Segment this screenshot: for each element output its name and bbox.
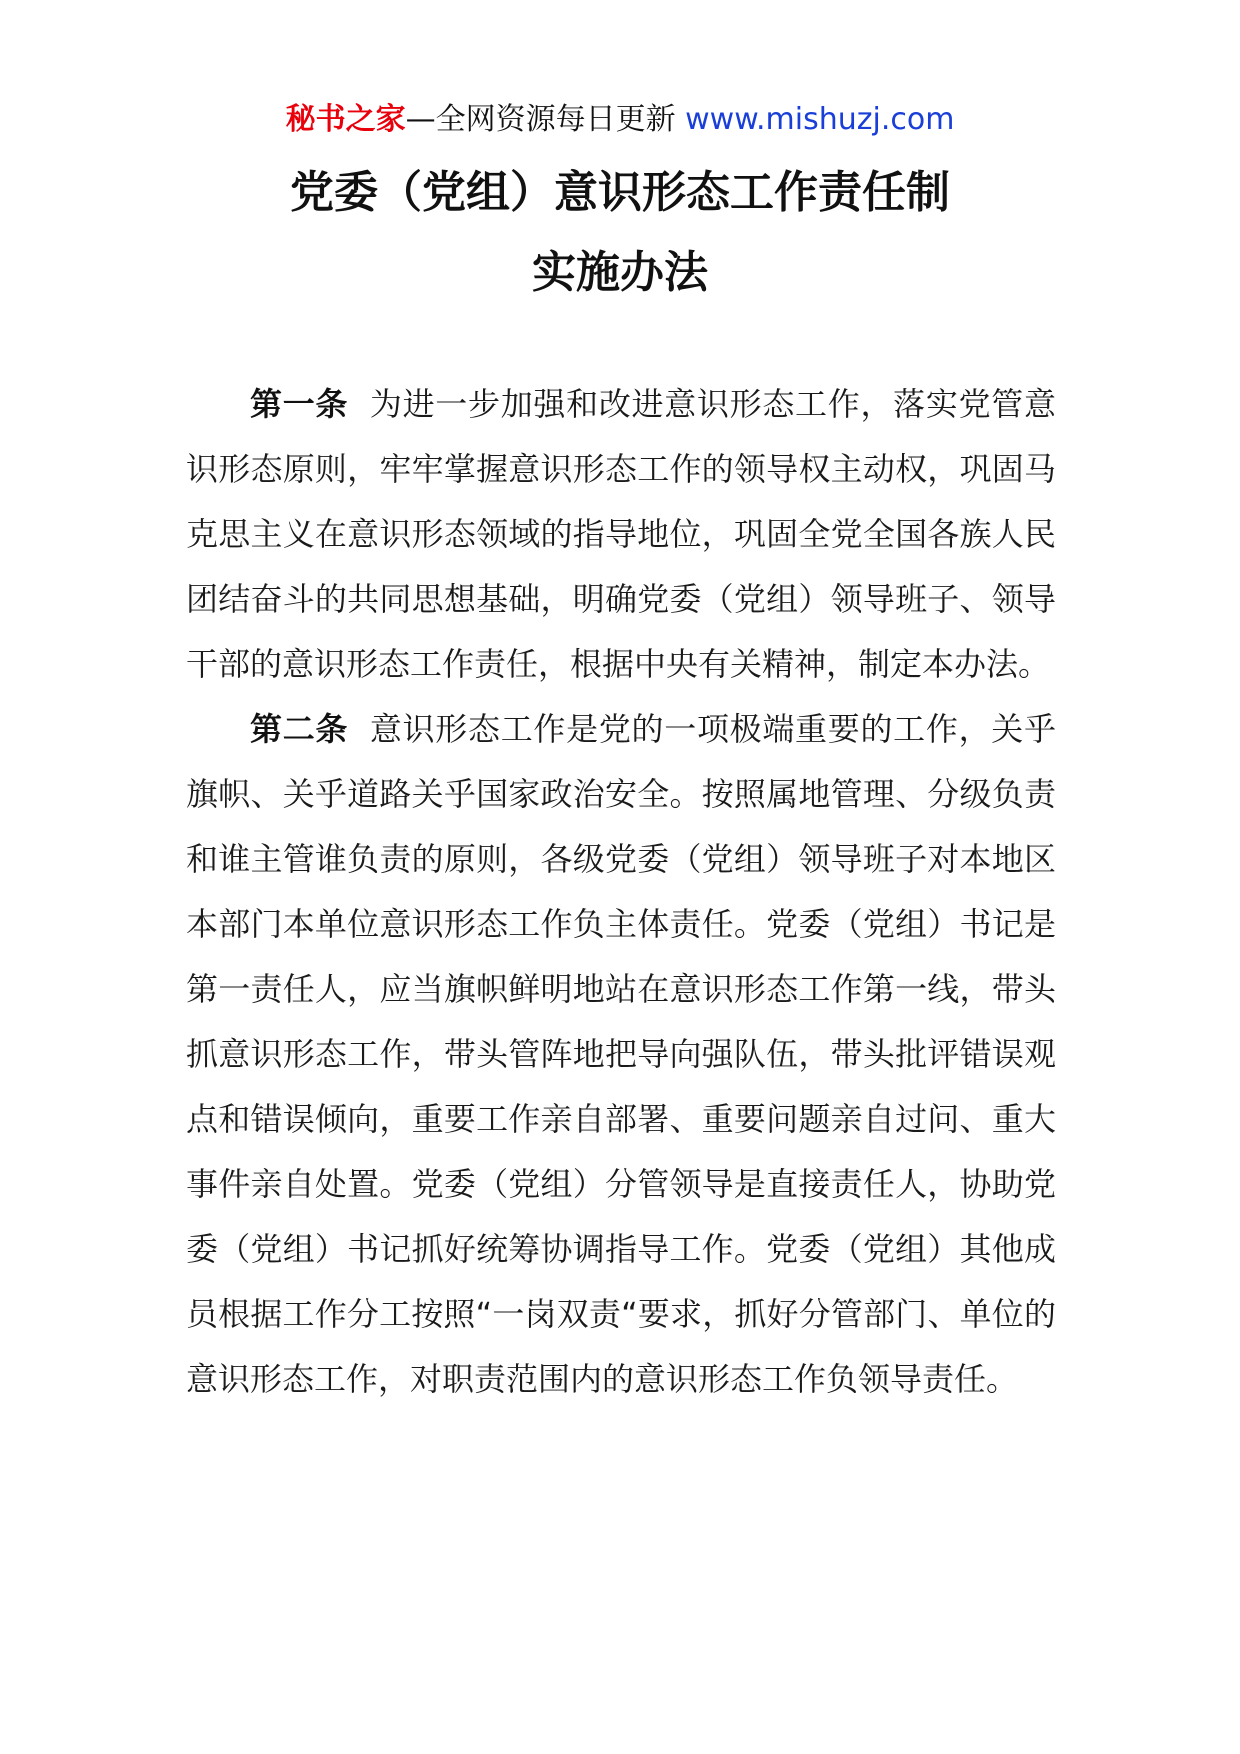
- article-spacer: [348, 710, 370, 748]
- site-url-link[interactable]: www.mishuzj.com: [685, 102, 955, 137]
- article-text: 意识形态工作是党的一项极端重要的工作，关乎旗帜、关乎道路关乎国家政治安全。按照属地管理、分级负责和谁主管谁负责的原则，各级党委（党组）领导班子对本地区本部门本单位意识形态工作负主体责任。党委（党组）书记是第一责任人，应当旗帜鲜明地站在意识形态工作第一线，带头抓意识形态工作，带头管阵地把导向强队伍，带头批评错误观点和错误倾向，重要工作亲自部署、重要问题亲自过问、重大事件亲自处置。党委（党组）分管领导是直接责任人，协助党委（党组）书记抓好统筹协调指导工作。党委（党组）其他成员根据工作分工按照“一岗双责“要求，抓好分管部门、单位的意识形态工作，对职责范围内的意识形态工作负领导责任。: [186, 710, 1056, 1398]
- site-header: [0, 100, 1240, 140]
- brand-name: 秘书之家: [285, 102, 406, 137]
- article-text: 为进一步加强和改进意识形态工作，落实党管意识形态原则，牢牢掌握意识形态工作的领导权主动权，巩固马克思主义在意识形态领域的指导地位，巩固全党全国各族人民团结奋斗的共同思想基础，明确党委（党组）领导班子、领导干部的意识形态工作责任，根据中央有关精神，制定本办法。: [186, 385, 1056, 683]
- document-title-line-1: 党委（党组）意识形态工作责任制: [290, 167, 950, 218]
- document-title-line-2: 实施办法: [532, 247, 708, 298]
- header-slogan: —全网资源每日更新: [405, 102, 676, 137]
- article-paragraph: [186, 697, 1056, 1412]
- document-body: [186, 372, 1056, 1412]
- article-spacer: [348, 385, 370, 423]
- article-label: 第一条: [250, 385, 349, 423]
- article-label: 第二条: [250, 710, 349, 748]
- article-paragraph: [186, 372, 1056, 697]
